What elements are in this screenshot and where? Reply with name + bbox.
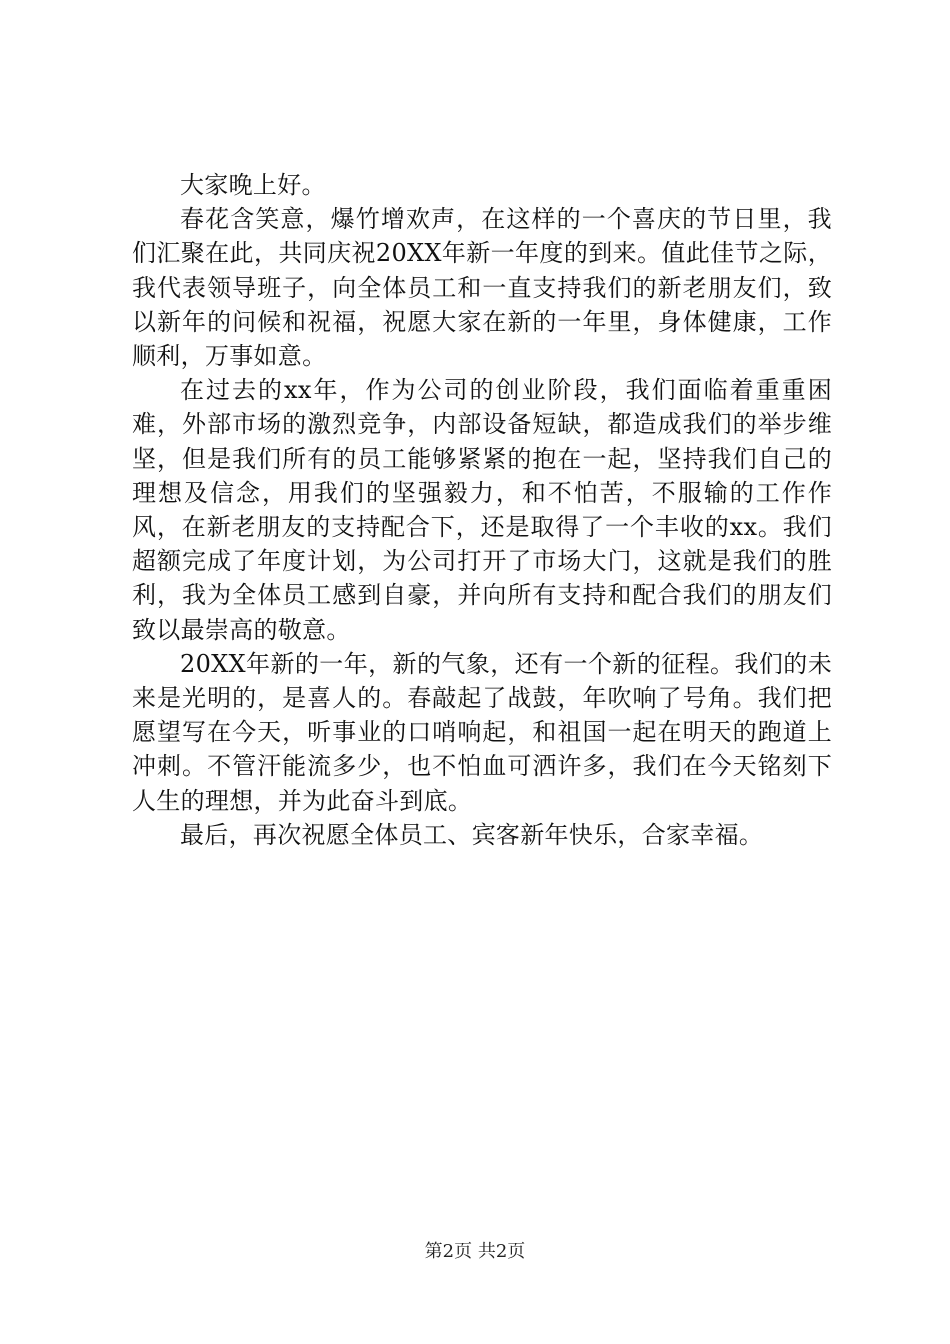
paragraph-future-outlook: 20XX年新的一年，新的气象，还有一个新的征程。我们的未来是光明的，是喜人的。春敲起了战鼓，年吹响了号角。我们把愿望写在今天，听事业的口哨响起，和祖国一起在明天的跑道上冲刺。不管汗能流多少，也不怕血可洒许多，我们在今天铭刻下人生的理想，并为此奋斗到底。 <box>132 649 832 815</box>
paragraph-past-year-review: 在过去的xx年，作为公司的创业阶段，我们面临着重重困难，外部市场的激烈竞争，内部设备短缺，都造成我们的举步维坚，但是我们所有的员工能够紧紧的抱在一起，坚持我们自己的理想及信念，用我们的坚强毅力，和不怕苦，不服输的工作作风，在新老朋友的支持配合下，还是取得了一个丰收的xx。我们超额完成了年度计划，为公司打开了市场大门，这就是我们的胜利，我为全体员工感到自豪，并向所有支持和配合我们的朋友们致以最崇高的敬意。 <box>132 376 832 644</box>
paragraph-new-year-wishes: 春花含笑意，爆竹增欢声，在这样的一个喜庆的节日里，我们汇聚在此，共同庆祝20XX年新一年度的到来。值此佳节之际，我代表领导班子，向全体员工和一直支持我们的新老朋友们，致以新年的问候和祝福，祝愿大家在新的一年里，身体健康，工作顺利，万事如意。 <box>132 205 832 371</box>
paragraph-closing-wishes: 最后，再次祝愿全体员工、宾客新年快乐，合家幸福。 <box>180 820 764 849</box>
paragraph-greeting: 大家晚上好。 <box>180 171 326 199</box>
document-body <box>132 168 832 852</box>
page-number-footer: 第2页 共2页 <box>424 1241 526 1262</box>
